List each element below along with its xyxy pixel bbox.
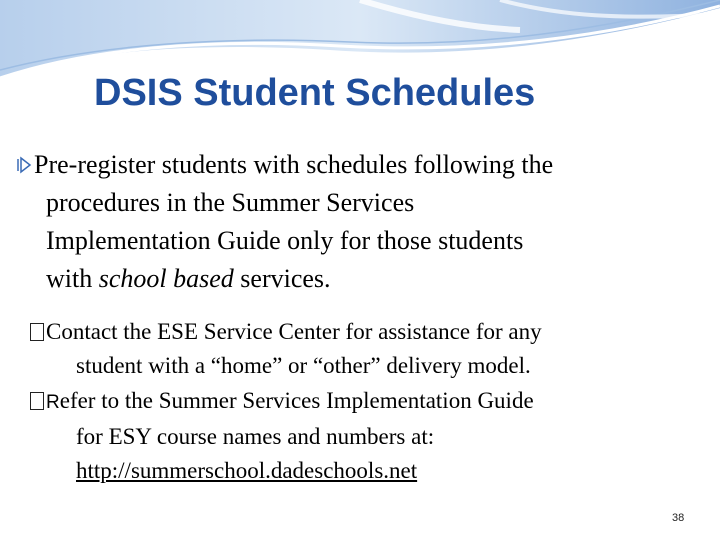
sub-bullet-refer: Refer to the Summer Services Implementation Guide for ESY course names and numbers at: http://summerschool.dadeschools.net xyxy=(76,384,696,488)
box-glyph-icon xyxy=(30,392,44,410)
box-glyph-icon xyxy=(30,323,44,341)
bullet-arrow-icon xyxy=(16,155,32,175)
page-number: 38 xyxy=(672,512,685,524)
main-bullet-line-2: procedures in the Summer Services xyxy=(46,188,415,217)
slide-title: DSIS Student Schedules xyxy=(94,72,536,114)
main-bullet-line-4: with school based services. xyxy=(46,264,331,293)
summerschool-link[interactable]: http://summerschool.dadeschools.net xyxy=(76,458,418,483)
main-bullet-line-3: Implementation Guide only for those students xyxy=(46,226,524,255)
sub-bullet-contact: Contact the ESE Service Center for assistance for any student with a “home” or “other” delivery model. xyxy=(76,315,696,383)
main-bullet xyxy=(34,146,696,298)
emphasis-text: school based xyxy=(98,264,234,293)
main-bullet-line-1: Pre-register students with schedules following the xyxy=(16,146,696,184)
